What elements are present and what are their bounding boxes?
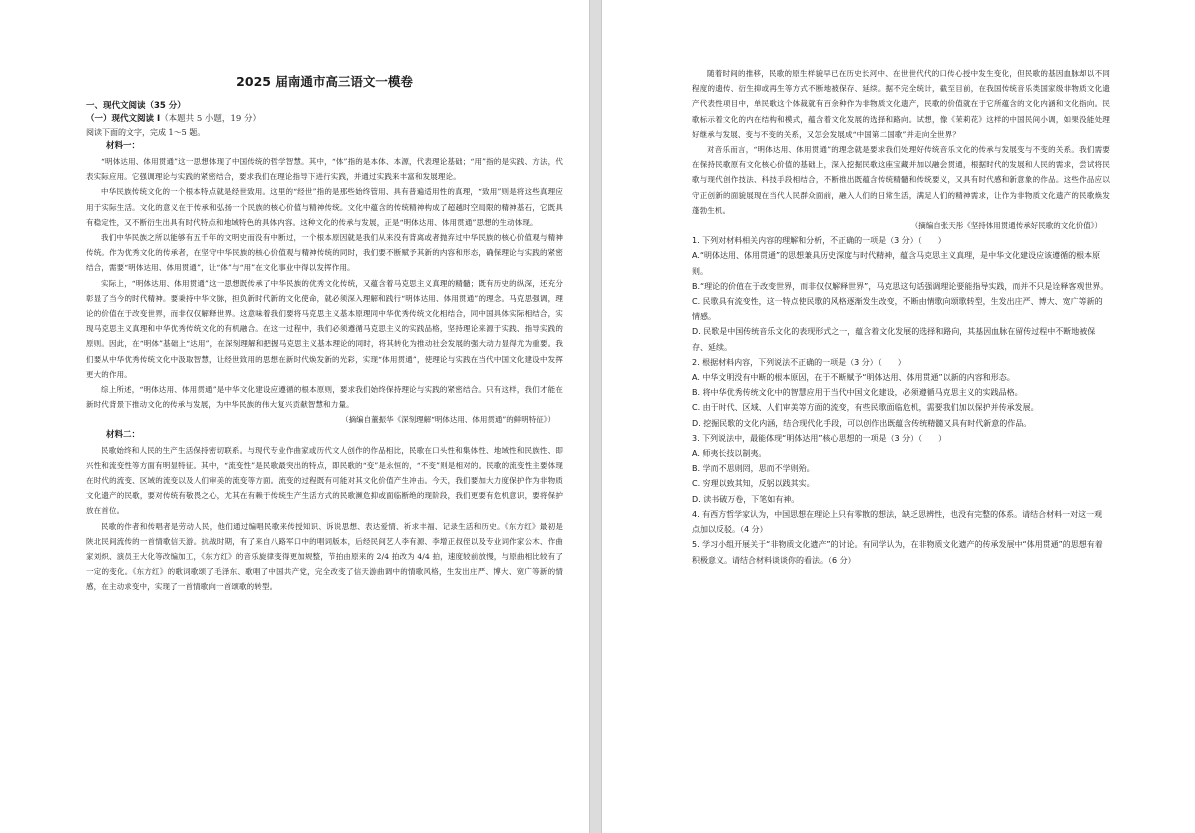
question-1-option-a: A.“明体达用、体用贯通”的思想兼具历史深度与时代精神，蕴含马克思主义真理，是中华文化建设应该遵循的根本原则。 (692, 251, 1101, 276)
question-3-option-c: C. 穷理以致其知，反躬以践其实。 (692, 479, 815, 489)
subsection-heading (86, 113, 563, 126)
material-1-paragraph: 中华民族传统文化的一个根本特点就是经世致用。这里的“经世”指的是那些始终管用、具有普遍适用性的真理，“致用”则是将这些真理应用于实际生活。文化的意义在于传承和弘扬一个民族的核心价值与精神传统。文化中蕴含的传统精神构成了超越时空局限的精神基石，它既具有稳定性，又不断衍生出具有时代特点和地域特色的具体内容。这种文化的传承与发展，正是“明体达用、体用贯通”思想的生动体现。 (86, 187, 563, 227)
section-heading: 一、现代文阅读（35 分） (86, 101, 186, 111)
question-5: 5. 学习小组开展关于“非物质文化遗产”的讨论。有同学认为，在非物质文化遗产的传承发展中“体用贯通”的思想有着积极意义。请结合材料谈谈你的看法。（6 分） (692, 540, 1103, 565)
document-title: 2025 届南通市高三语文一模卷 (236, 74, 413, 89)
question-4: 4. 有西方哲学家认为，中国思想在理论上只有零散的想法，缺乏思辨性，也没有完整的体系。请结合材料一对这一观点加以反驳。（4 分） (692, 509, 1103, 535)
question-1-option-b: B.“理论的价值在于改变世界，而非仅仅解释世界”，马克思这句话强调理论要能指导实践，而并不只是诠释客观世界。 (692, 281, 1109, 291)
material-2-paragraph: 对音乐而言，“明体达用、体用贯通”的理念就是要求我们处理好传统音乐文化的传承与发展变与不变的关系。我们需要在保持民歌原有文化核心价值的基础上，深入挖掘民歌这座宝藏并加以融会贯通，根据时代的发展和人民的需求，尝试将民歌与现代创作技法、科技手段相结合，不断推出既蕴含传统精髓和传统要义，又具有时代感和新意象的作品。这些作品应以守正创新的面貌展现在当代人民群众面前，融入人们的日常生活，满足人们的精神需求，让作为非物质文化遗产的民歌焕发蓬勃生机。 (692, 145, 1110, 215)
page-gutter (589, 0, 602, 833)
question-2: 2. 根据材料内容，下列说法不正确的一项是（3 分）（ ） (692, 357, 906, 367)
question-2-option-c: C. 由于时代、区域、人们审美等方面的流变，有些民歌面临危机，需要我们加以保护并传承发展。 (692, 403, 1039, 413)
material-2-source: （摘编自张天彤《坚持体用贯通传承好民歌的文化价值》） (910, 221, 1102, 231)
question-3-option-a: A. 师夷长技以制夷。 (692, 449, 767, 459)
question-3-option-d: D. 读书破万卷，下笔如有神。 (692, 494, 800, 504)
page-1 (0, 0, 589, 833)
material-2-paragraph: 民歌的作者和传唱者是劳动人民，他们通过编唱民歌来传授知识、诉说思想、表达爱情、祈求丰福、记录生活和历史。《东方红》最初是陕北民间流传的一首情歌信天游。抗战时期，有了来自八路军口中的唱词版本，后经民间艺人李有源、李增正叔侄以及专业词作家公木、作曲家刘炽、演员王大化等改编加工，《东方红》的音乐旋律变得更加规整，节拍由原来的 2/4 拍改为 4/4 拍，速度较前放慢，与原曲相比较有了一定的变化。《东方红》的歌词歌颂了毛泽东、歌唱了中国共产党，完全改变了信天游曲调中的情歌风格，生发出庄严、博大、宽广等新的情感，在主动求变中，实现了一首情歌向一首颂歌的转型。 (86, 521, 563, 592)
material-2-paragraph: 随着时间的推移，民歌的原生样貌早已在历史长河中、在世世代代的口传心授中发生变化，但民歌的基因血脉却以不同程度的遗传、衍生抑或再生等方式不断地被保存、延续。据不完全统计，截至目前，在我国传统音乐类国家级非物质文化遗产代表性项目中，单民歌这个体裁就有百余种作为非物质文化遗产，民歌的价值就在于它所蕴含的文化内涵和文化指向。民歌标示着文化的内在结构和模式，蕴含着文化发展的选择和路向。试想，像《茉莉花》这样的中国民间小调，如果没能处理好继承与发展、变与不变的关系，又怎会发展成“中国第二国歌”并走向全世界？ (692, 69, 1110, 139)
question-3: 3. 下列说法中，最能体现“明体达用”核心思想的一项是（3 分）（ ） (692, 433, 947, 443)
material-1-source: （摘编自董振华《深刻理解“明体达用、体用贯通”的鲜明特征》） (341, 415, 555, 425)
material-1-paragraph: 实际上，“明体达用、体用贯通”这一思想既传承了中华民族的优秀文化传统，又蕴含着马克思主义真理的精髓；既有历史的纵深，还充分彰显了当今的时代精神。要秉持中华文脉，担负新时代新的文化使命，就必须深入理解和践行“明体达用、体用贯通”的理念。马克思强调，理论的价值在于改变世界，而非仅仅解释世界。这意味着我们要将马克思主义基本原理同中华优秀传统文化相结合，同中国具体实际相结合，实现马克思主义真理和中华优秀传统文化的有机融合。在这一过程中，我们必须遵循马克思主义的实践品格，坚持理论来源于实践、指导实践的原则。因此，在“明体”基础上“达用”，在深刻理解和把握马克思主义基本理论的同时，将其转化为推动社会发展的强大动力显得尤为重要。我们要从中华优秀传统文化中汲取智慧，让经世致用的思想在新时代焕发新的光彩，实现“体用贯通”，使理论与实践在当代中国文化建设中发挥更大的作用。 (86, 278, 563, 379)
question-1: 1. 下列对材料相关内容的理解和分析，不正确的一项是（3 分）（ ） (692, 236, 946, 246)
question-2-option-a: A. 中华文明没有中断的根本原因，在于不断赋予“明体达用、体用贯通”以新的内容和形态。 (692, 373, 1015, 383)
question-2-option-d: D. 挖掘民歌的文化内涵，结合现代化手段，可以创作出既蕴含传统精髓又具有时代新意的作品。 (692, 418, 1032, 428)
material-1-paragraph: “明体达用、体用贯通”这一思想体现了中国传统的哲学智慧。其中，“体”指的是本体、本源，代表理论基础；“用”指的是实践、方法，代表实际应用。它强调理论与实践的紧密结合，要求我们在理论指导下进行实践，并通过实践来丰富和发展理论。 (86, 157, 563, 182)
page-2 (602, 0, 1195, 833)
question-1-option-c: C. 民歌具有流变性，这一特点使民歌的风格逐渐发生改变，不断由情歌向颂歌转型，生发出庄严、博大、宽广等新的情感。 (692, 297, 1103, 322)
material-2-paragraph: 民歌始终和人民的生产生活保持密切联系。与现代专业作曲家或历代文人创作的作品相比，民歌在口头性和集体性、地域性和民族性、即兴性和流变性等方面有明显特征。其中，“流变性”是民歌最突出的特点，即民歌的“变”是永恒的，“不变”则是相对的。民歌的流变性主要体现在时代的流变、区域的流变以及人们审美的流变等方面。流变的过程既有可能对其文化价值产生冲击。今天，我们要加大力度保护作为非物质文化遗产的民歌，要对传统有敬畏之心，尤其在有赖于传统生产生活方式的民歌濒危抑或面临断绝的现阶段，我们更要有危机意识，要将保护放在首位。 (86, 445, 563, 516)
question-3-option-b: B. 学而不思则罔，思而不学则殆。 (692, 464, 815, 474)
subsection-title: （一）现代文阅读 I (86, 114, 161, 124)
material-1-label: 材料一： (106, 141, 141, 151)
material-1-paragraph: 综上所述，“明体达用、体用贯通”是中华文化建设应遵循的根本原则，要求我们始终保持理论与实践的紧密结合。只有这样，我们才能在新时代背景下推动文化的传承与发展，为中华民族的伟大复兴贡献智慧和力量。 (86, 385, 563, 410)
material-1-paragraph: 我们中华民族之所以能够有五千年的文明史而没有中断过，一个根本原因就是我们从来没有背离或者抛弃过中华民族的核心价值观与精神传统。作为优秀文化的传承者，在坚守中华民族的核心价值观与精神传统的同时，我们要不断赋予其新的内容和形态，确保理论与实践的紧密结合，需要“明体达用、体用贯通”，让“体”与“用”在文化事业中得以发挥作用。 (86, 233, 563, 273)
question-2-option-b: B. 将中华优秀传统文化中的智慧应用于当代中国文化建设，必须遵循马克思主义的实践品格。 (692, 388, 1023, 398)
material-2-label: 材料二： (106, 429, 141, 440)
instruction-text: 阅读下面的文字，完成 1～5 题。 (86, 128, 206, 137)
subsection-note: （本题共 5 小题，19 分） (160, 114, 261, 124)
question-1-option-d: D. 民歌是中国传统音乐文化的表现形式之一，蕴含着文化发展的选择和路向，其基因血脉在留传过程中不断地被保存、延续。 (692, 327, 1096, 352)
